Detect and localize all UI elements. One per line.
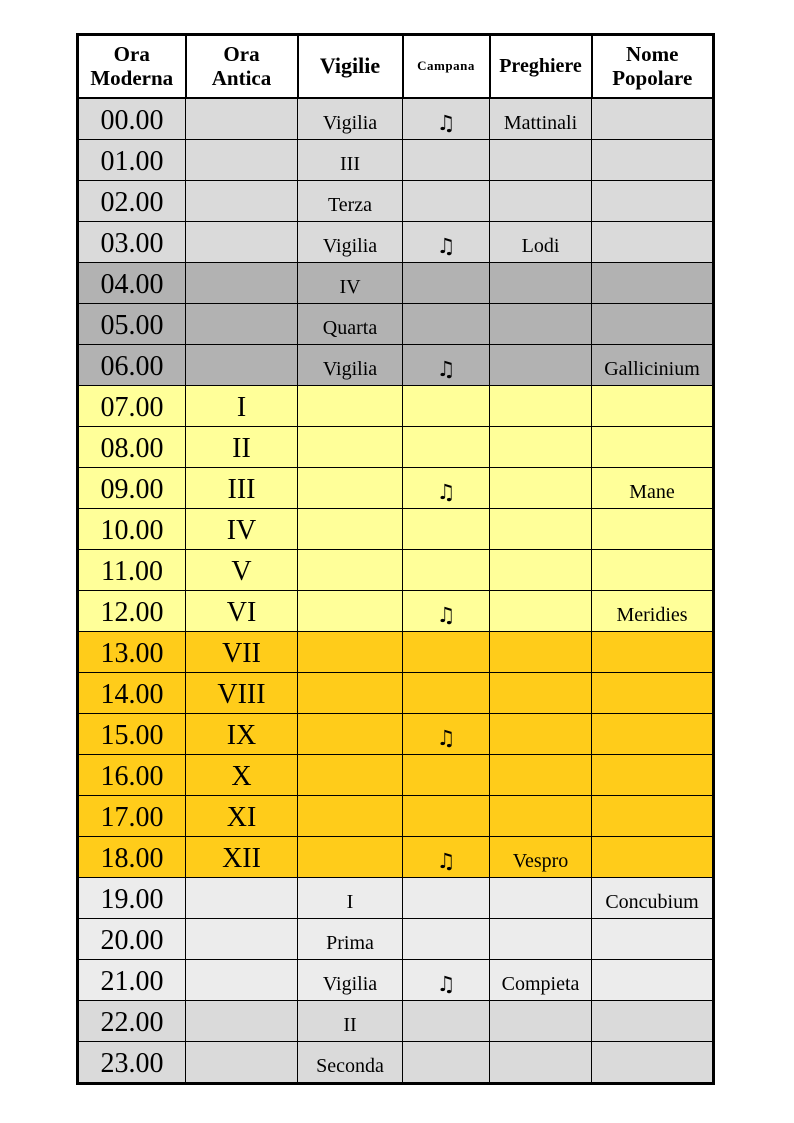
cell-nome-popolare bbox=[592, 427, 714, 468]
cell-preghiere: Compieta bbox=[490, 960, 592, 1001]
cell-preghiere bbox=[490, 1042, 592, 1084]
cell-ora-antica: IX bbox=[186, 714, 298, 755]
cell-ora-antica: II bbox=[186, 427, 298, 468]
cell-nome-popolare bbox=[592, 140, 714, 181]
cell-ora-antica bbox=[186, 263, 298, 304]
cell-nome-popolare bbox=[592, 181, 714, 222]
cell-campana bbox=[403, 427, 490, 468]
cell-ora-moderna: 22.00 bbox=[78, 1001, 186, 1042]
cell-preghiere bbox=[490, 345, 592, 386]
table-row bbox=[78, 468, 714, 509]
cell-vigilie bbox=[298, 714, 403, 755]
cell-preghiere bbox=[490, 550, 592, 591]
cell-nome-popolare: Concubium bbox=[592, 878, 714, 919]
cell-ora-moderna: 17.00 bbox=[78, 796, 186, 837]
table-row bbox=[78, 1001, 714, 1042]
table-header bbox=[78, 35, 714, 99]
cell-ora-moderna: 16.00 bbox=[78, 755, 186, 796]
cell-vigilie bbox=[298, 550, 403, 591]
cell-campana bbox=[403, 1042, 490, 1084]
cell-vigilie: I bbox=[298, 878, 403, 919]
music-note-icon: ♫ bbox=[403, 591, 490, 632]
cell-preghiere bbox=[490, 181, 592, 222]
table-row bbox=[78, 140, 714, 181]
cell-vigilie: Terza bbox=[298, 181, 403, 222]
cell-campana bbox=[403, 755, 490, 796]
cell-ora-antica bbox=[186, 140, 298, 181]
cell-nome-popolare bbox=[592, 714, 714, 755]
cell-nome-popolare bbox=[592, 550, 714, 591]
cell-campana bbox=[403, 632, 490, 673]
table-row bbox=[78, 796, 714, 837]
table-row bbox=[78, 673, 714, 714]
cell-nome-popolare: Gallicinium bbox=[592, 345, 714, 386]
header-row bbox=[78, 35, 714, 99]
table-row bbox=[78, 960, 714, 1001]
cell-vigilie: Vigilia bbox=[298, 345, 403, 386]
cell-preghiere bbox=[490, 632, 592, 673]
cell-vigilie bbox=[298, 632, 403, 673]
cell-campana bbox=[403, 673, 490, 714]
cell-campana bbox=[403, 919, 490, 960]
table-row bbox=[78, 550, 714, 591]
cell-preghiere bbox=[490, 427, 592, 468]
cell-nome-popolare bbox=[592, 755, 714, 796]
cell-preghiere bbox=[490, 304, 592, 345]
cell-vigilie: IV bbox=[298, 263, 403, 304]
cell-preghiere bbox=[490, 263, 592, 304]
cell-ora-antica: III bbox=[186, 468, 298, 509]
cell-campana bbox=[403, 140, 490, 181]
cell-preghiere: Vespro bbox=[490, 837, 592, 878]
cell-ora-antica bbox=[186, 222, 298, 263]
cell-nome-popolare bbox=[592, 1001, 714, 1042]
cell-vigilie bbox=[298, 796, 403, 837]
cell-campana bbox=[403, 386, 490, 427]
table-row bbox=[78, 304, 714, 345]
cell-ora-moderna: 09.00 bbox=[78, 468, 186, 509]
cell-campana bbox=[403, 796, 490, 837]
cell-preghiere bbox=[490, 755, 592, 796]
cell-ora-moderna: 08.00 bbox=[78, 427, 186, 468]
cell-vigilie bbox=[298, 673, 403, 714]
cell-nome-popolare bbox=[592, 919, 714, 960]
cell-preghiere bbox=[490, 919, 592, 960]
table-row bbox=[78, 591, 714, 632]
cell-vigilie: Vigilia bbox=[298, 222, 403, 263]
cell-ora-antica bbox=[186, 1042, 298, 1084]
table-row bbox=[78, 1042, 714, 1084]
cell-ora-moderna: 10.00 bbox=[78, 509, 186, 550]
cell-ora-antica: X bbox=[186, 755, 298, 796]
cell-ora-antica bbox=[186, 98, 298, 140]
cell-preghiere bbox=[490, 878, 592, 919]
cell-vigilie bbox=[298, 468, 403, 509]
col-header-ora-moderna: Ora Moderna bbox=[78, 35, 186, 99]
cell-campana bbox=[403, 509, 490, 550]
canonical-hours-table bbox=[76, 33, 715, 1085]
cell-vigilie: Vigilia bbox=[298, 98, 403, 140]
cell-ora-moderna: 05.00 bbox=[78, 304, 186, 345]
col-header-ora-antica: Ora Antica bbox=[186, 35, 298, 99]
music-note-icon: ♫ bbox=[403, 714, 490, 755]
cell-ora-moderna: 01.00 bbox=[78, 140, 186, 181]
cell-campana bbox=[403, 181, 490, 222]
cell-ora-antica: VIII bbox=[186, 673, 298, 714]
cell-ora-moderna: 04.00 bbox=[78, 263, 186, 304]
table-row bbox=[78, 632, 714, 673]
table-row bbox=[78, 222, 714, 263]
cell-nome-popolare: Mane bbox=[592, 468, 714, 509]
cell-preghiere: Lodi bbox=[490, 222, 592, 263]
cell-campana bbox=[403, 878, 490, 919]
cell-nome-popolare bbox=[592, 263, 714, 304]
cell-ora-moderna: 14.00 bbox=[78, 673, 186, 714]
cell-preghiere bbox=[490, 386, 592, 427]
table-row bbox=[78, 181, 714, 222]
music-note-icon: ♫ bbox=[403, 960, 490, 1001]
cell-ora-antica bbox=[186, 345, 298, 386]
cell-preghiere: Mattinali bbox=[490, 98, 592, 140]
cell-ora-antica bbox=[186, 919, 298, 960]
cell-vigilie: Quarta bbox=[298, 304, 403, 345]
cell-ora-moderna: 03.00 bbox=[78, 222, 186, 263]
cell-preghiere bbox=[490, 673, 592, 714]
cell-ora-antica bbox=[186, 960, 298, 1001]
cell-vigilie: II bbox=[298, 1001, 403, 1042]
cell-nome-popolare bbox=[592, 796, 714, 837]
cell-vigilie bbox=[298, 591, 403, 632]
cell-vigilie bbox=[298, 755, 403, 796]
cell-campana bbox=[403, 550, 490, 591]
cell-preghiere bbox=[490, 509, 592, 550]
table-body bbox=[78, 98, 714, 1084]
cell-ora-antica bbox=[186, 1001, 298, 1042]
cell-nome-popolare bbox=[592, 304, 714, 345]
cell-ora-antica: VI bbox=[186, 591, 298, 632]
music-note-icon: ♫ bbox=[403, 98, 490, 140]
cell-ora-moderna: 02.00 bbox=[78, 181, 186, 222]
cell-ora-antica: VII bbox=[186, 632, 298, 673]
col-header-nome-popolare: Nome Popolare bbox=[592, 35, 714, 99]
cell-ora-antica: V bbox=[186, 550, 298, 591]
table-row bbox=[78, 755, 714, 796]
cell-ora-moderna: 12.00 bbox=[78, 591, 186, 632]
cell-nome-popolare bbox=[592, 509, 714, 550]
col-header-preghiere: Preghiere bbox=[490, 35, 592, 99]
music-note-icon: ♫ bbox=[403, 468, 490, 509]
col-header-campana: Campana bbox=[403, 35, 490, 99]
cell-campana bbox=[403, 263, 490, 304]
cell-vigilie: Vigilia bbox=[298, 960, 403, 1001]
table-row bbox=[78, 919, 714, 960]
cell-ora-antica: IV bbox=[186, 509, 298, 550]
cell-vigilie bbox=[298, 386, 403, 427]
table-row bbox=[78, 386, 714, 427]
cell-vigilie bbox=[298, 837, 403, 878]
music-note-icon: ♫ bbox=[403, 222, 490, 263]
cell-ora-moderna: 19.00 bbox=[78, 878, 186, 919]
cell-vigilie: Prima bbox=[298, 919, 403, 960]
music-note-icon: ♫ bbox=[403, 345, 490, 386]
cell-nome-popolare bbox=[592, 98, 714, 140]
cell-ora-moderna: 00.00 bbox=[78, 98, 186, 140]
cell-nome-popolare bbox=[592, 632, 714, 673]
cell-campana bbox=[403, 304, 490, 345]
table-row bbox=[78, 427, 714, 468]
cell-ora-moderna: 20.00 bbox=[78, 919, 186, 960]
cell-preghiere bbox=[490, 796, 592, 837]
table-row bbox=[78, 509, 714, 550]
cell-ora-antica bbox=[186, 181, 298, 222]
cell-campana bbox=[403, 1001, 490, 1042]
cell-ora-antica bbox=[186, 878, 298, 919]
cell-ora-antica: XII bbox=[186, 837, 298, 878]
cell-ora-moderna: 07.00 bbox=[78, 386, 186, 427]
cell-nome-popolare bbox=[592, 960, 714, 1001]
table-row bbox=[78, 263, 714, 304]
cell-preghiere bbox=[490, 140, 592, 181]
table-row bbox=[78, 98, 714, 140]
col-header-vigilie: Vigilie bbox=[298, 35, 403, 99]
cell-vigilie: III bbox=[298, 140, 403, 181]
cell-nome-popolare: Meridies bbox=[592, 591, 714, 632]
cell-vigilie: Seconda bbox=[298, 1042, 403, 1084]
cell-ora-antica: XI bbox=[186, 796, 298, 837]
cell-preghiere bbox=[490, 468, 592, 509]
cell-ora-moderna: 23.00 bbox=[78, 1042, 186, 1084]
cell-nome-popolare bbox=[592, 222, 714, 263]
table-row bbox=[78, 714, 714, 755]
cell-preghiere bbox=[490, 591, 592, 632]
table-row bbox=[78, 878, 714, 919]
table-row bbox=[78, 837, 714, 878]
cell-ora-moderna: 11.00 bbox=[78, 550, 186, 591]
cell-ora-moderna: 06.00 bbox=[78, 345, 186, 386]
cell-ora-moderna: 18.00 bbox=[78, 837, 186, 878]
table-row bbox=[78, 345, 714, 386]
music-note-icon: ♫ bbox=[403, 837, 490, 878]
cell-nome-popolare bbox=[592, 1042, 714, 1084]
cell-vigilie bbox=[298, 509, 403, 550]
cell-ora-moderna: 21.00 bbox=[78, 960, 186, 1001]
cell-nome-popolare bbox=[592, 386, 714, 427]
cell-ora-moderna: 13.00 bbox=[78, 632, 186, 673]
cell-vigilie bbox=[298, 427, 403, 468]
cell-preghiere bbox=[490, 714, 592, 755]
cell-ora-antica bbox=[186, 304, 298, 345]
cell-preghiere bbox=[490, 1001, 592, 1042]
cell-ora-antica: I bbox=[186, 386, 298, 427]
cell-nome-popolare bbox=[592, 837, 714, 878]
cell-nome-popolare bbox=[592, 673, 714, 714]
cell-ora-moderna: 15.00 bbox=[78, 714, 186, 755]
